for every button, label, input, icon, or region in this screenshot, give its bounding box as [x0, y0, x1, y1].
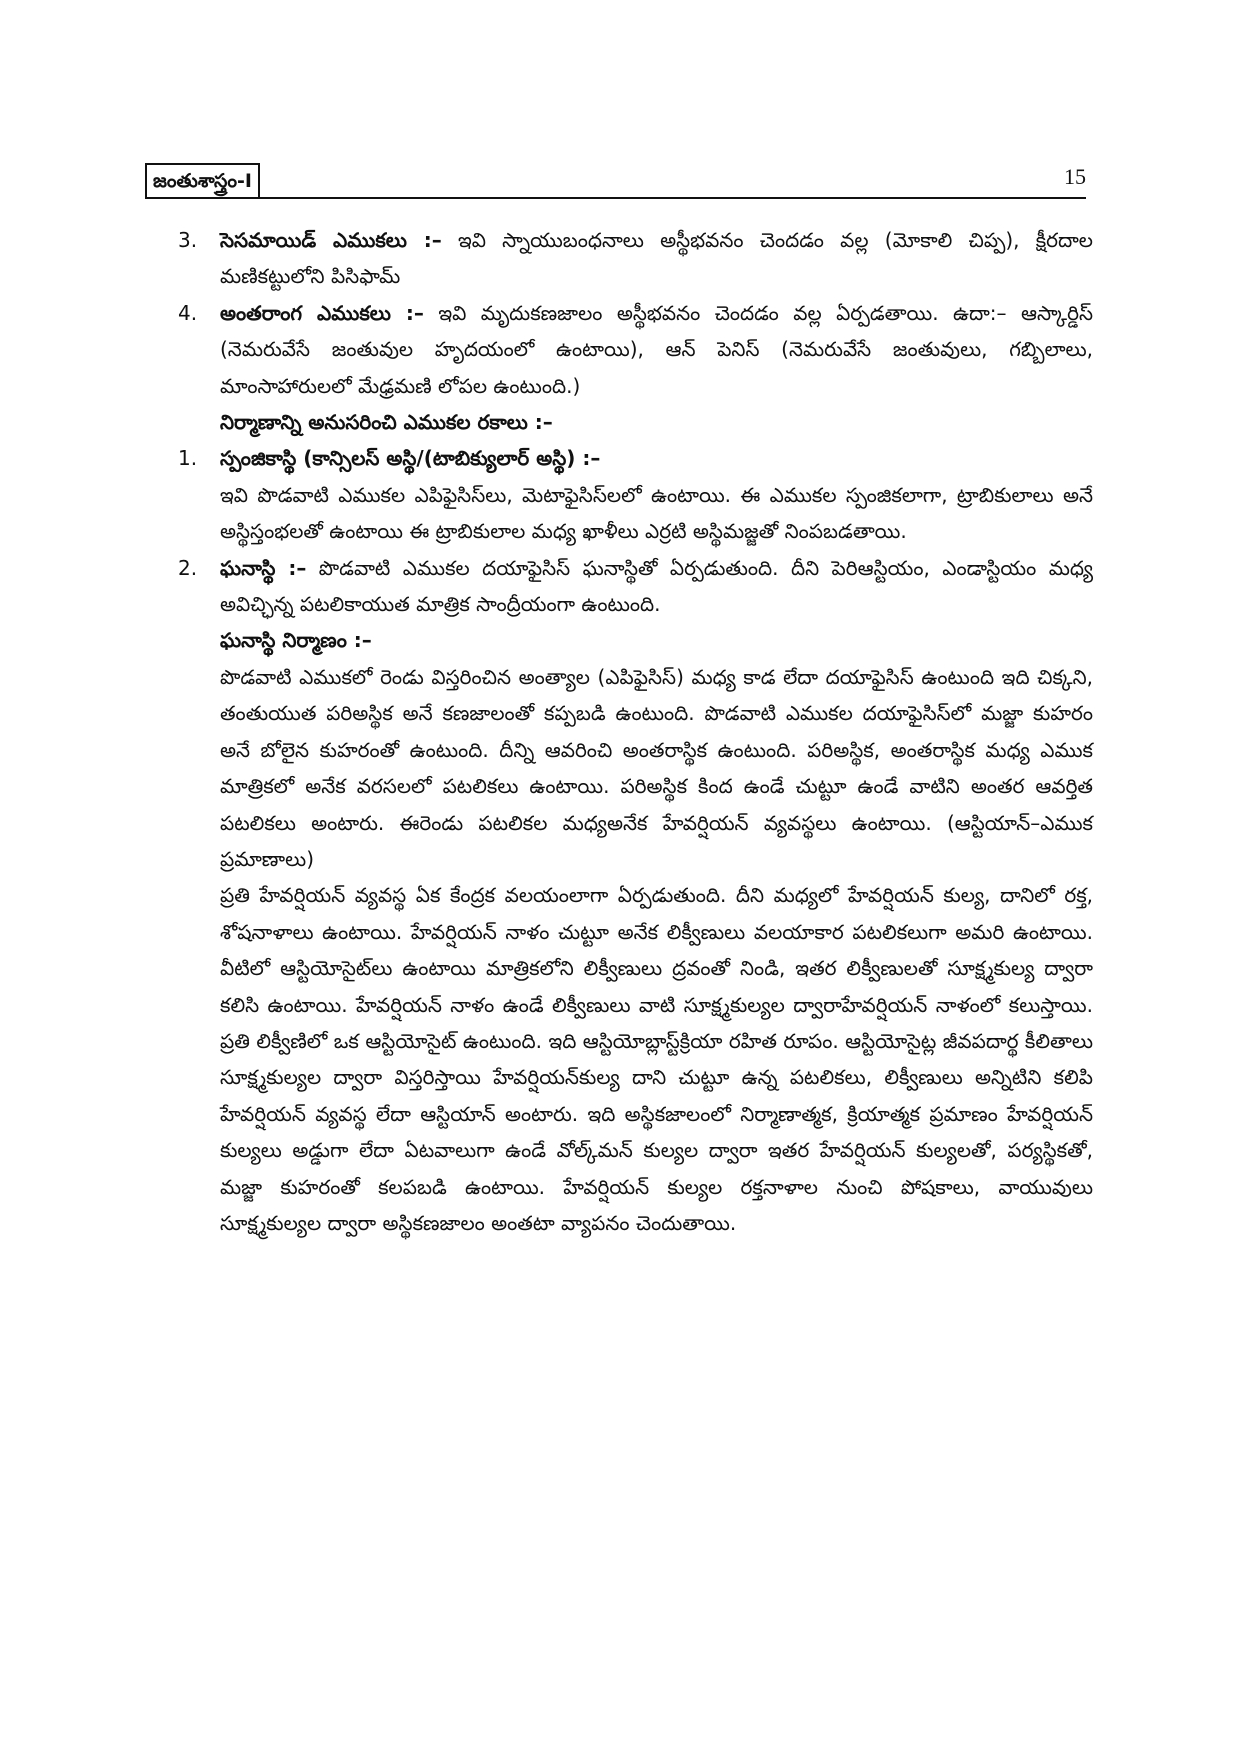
item-term: ఘనాస్థి :–	[220, 555, 307, 580]
item-text: ఇవి మృదుకణజాలం అస్థీభవనం చెందడం వల్ల ఏర్పడతాయి. ఉదా:– ఆస్కార్డిస్ (నెమరువేసే జంతువుల హృదయంలో ఉంటాయి), ఆన్ పెనిస్ (నెమరువేసే జంతువులు, గబ్బిలాలు, మాంసాహారులలో మేఢ్రమణి లోపల ఉంటుంది.)	[220, 300, 1093, 398]
page-body	[178, 222, 1093, 1241]
item-term: సెసమాయిడ్ ఎముకలు :–	[220, 228, 442, 252]
item-heading: స్పంజికాస్థి (కాన్సిలస్ అస్థి/(టాబిక్యులార్ అస్థి) :–	[220, 446, 601, 471]
item-number: 2.	[178, 555, 198, 580]
item-text: ఇవి స్నాయుబంధనాలు అస్థీభవనం చెందడం వల్ల (మోకాలి చిప్ప), క్షీరదాల మణికట్టులోని పిసిఫామ్	[220, 228, 1093, 289]
item-term: అంతరాంగ ఎముకలు :–	[220, 300, 424, 325]
list-item-spongy-bone	[178, 440, 1093, 549]
list-item-visceral	[178, 295, 1093, 404]
item-text: ఇవి పొడవాటి ఎముకల ఎపిఫైసిస్‌లు, మెటాఫైసిస్‌లలో ఉంటాయి. ఈ ఎముకల స్పంజికలాగా, ట్రాబికులాలు అనే అస్థిస్తంభలతో ఉంటాయి ఈ ట్రాబికులాల మధ్య ఖాళీలు ఎర్రటి అస్థిమజ్జతో నింపబడతాయి.	[220, 482, 1093, 544]
item-number: 4.	[178, 300, 198, 325]
list-item-sesamoid	[178, 222, 1093, 295]
paragraph: ప్రతి హేవర్షియన్ వ్యవస్థ ఏక కేంద్రక వలయంలాగా ఏర్పడుతుంది. దీని మధ్యలో హేవర్షియన్ కుల్య, దానిలో రక్త, శోషనాళాలు ఉంటాయి. హేవర్షియన్ నాళం చుట్టూ అనేక లిక్వీణులు వలయాకార పటలికలుగా అమరి ఉంటాయి. వీటిలో ఆస్టియోసైట్‌లు ఉంటాయి మాత్రికలోని లిక్వీణులు ద్రవంతో నిండి, ఇతర లిక్వీణులతో సూక్ష్మకుల్య ద్వారా కలిసి ఉంటాయి. హేవర్షియన్ నాళం ఉండే లిక్వీణులు వాటి సూక్ష్మకుల్యల ద్వారాహేవర్షియన్ నాళంలో కలుస్తాయి. ప్రతి లిక్వీణిలో ఒక ఆస్టియోసైట్ ఉంటుంది. ఇది ఆస్టియోబ్లాస్ట్‌క్రియా రహిత రూపం. ఆస్టియోసైట్ల జీవపదార్థ కీలితాలు సూక్ష్మకుల్యల ద్వారా విస్తరిస్తాయి హేవర్షియన్‌కుల్య దాని చుట్టూ ఉన్న పటలికలు, లిక్వీణులు అన్నిటిని కలిపి హేవర్షియన్ వ్యవస్థ లేదా ఆస్టియాన్ అంటారు. ఇది అస్థికజాలంలో నిర్మాణాత్మక, క్రియాత్మక ప్రమాణం హేవర్షియన్ కుల్యలు అడ్డుగా లేదా ఏటవాలుగా ఉండే వోల్క్‌మన్ కుల్యల ద్వారా ఇతర హేవర్షియన్ కుల్యలతో, పర్యస్థికతో, మజ్జా కుహరంతో కలపబడి ఉంటాయి. హేవర్షియన్ కుల్యల రక్తనాళాల నుంచి పోషకాలు, వాయువులు సూక్ష్మకుల్యల ద్వారా అస్థికణజాలం అంతటా వ్యాపనం చెందుతాయి.	[220, 883, 1093, 1235]
subsection-heading: ఘనాస్థి నిర్మాణం :–	[220, 628, 372, 653]
page-number: 15	[1064, 164, 1086, 189]
paragraph: పొడవాటి ఎముకలో రెండు విస్తరించిన అంత్యాల (ఎపిఫైసిస్) మధ్య కాడ లేదా దయాఫైసిస్ ఉంటుంది ఇది చిక్కని, తంతుయుత పరిఅస్థిక అనే కణజాలంతో కప్పబడి ఉంటుంది. పొడవాటి ఎముకల దయాఫైసిస్‌లో మజ్జా కుహరం అనే బోలైన కుహరంతో ఉంటుంది. దీన్ని ఆవరించి అంతరాస్థిక ఉంటుంది. పరిఅస్థిక, అంతరాస్థిక మధ్య ఎముక మాత్రికలో అనేక వరసలలో పటలికలు ఉంటాయి. పరిఅస్థిక కింద ఉండే చుట్టూ ఉండే వాటిని అంతర ఆవర్తిత పటలికలు అంటారు. ఈరెండు పటలికల మధ్యఅనేక హేవర్షియన్ వ్యవస్థలు ఉంటాయి. (ఆస్టియాన్–ఎముక ప్రమాణాలు)	[220, 664, 1093, 871]
section-heading: నిర్మాణాన్ని అనుసరించి ఎముకల రకాలు :–	[220, 410, 553, 435]
item-number: 1.	[178, 446, 198, 471]
item-number: 3.	[178, 228, 198, 252]
header-rule	[145, 197, 1086, 199]
item-text: పొడవాటి ఎముకల దయాఫైసిస్ ఘనాస్థితో ఏర్పడుతుంది. దీని పెరిఆస్టియం, ఎండాస్టియం మధ్య అవిచ్ఛిన్న పటలికాయుత మాత్రిక సాంద్రీయంగా ఉంటుంది.	[220, 555, 1093, 617]
chapter-title: జంతుశాస్త్రం-I	[145, 163, 260, 199]
list-item-compact-bone	[178, 550, 1093, 1242]
